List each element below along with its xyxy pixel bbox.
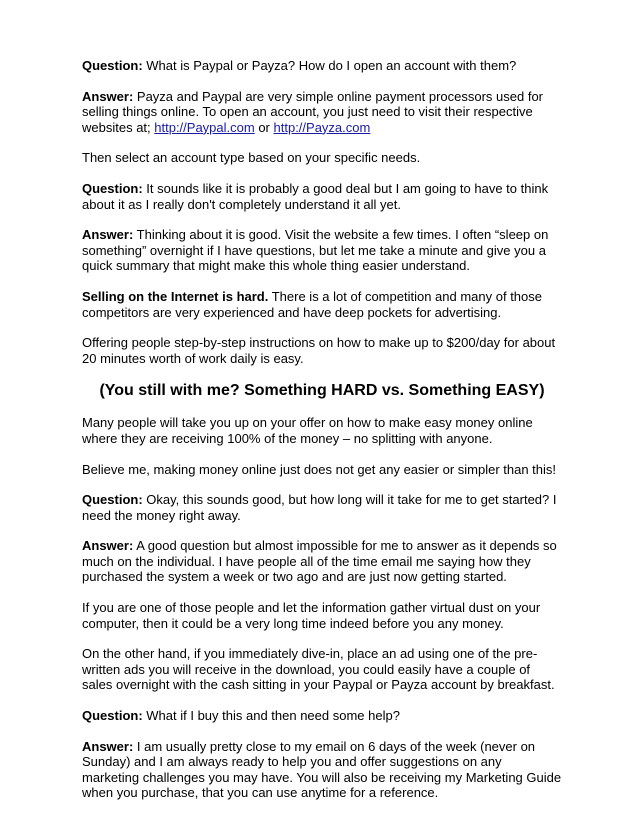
payza-link[interactable]: http://Payza.com: [273, 119, 371, 135]
paragraph-offering: [82, 335, 562, 366]
paragraph-answer-help: [82, 739, 562, 801]
emphasis-label: Selling on the Internet is hard.: [82, 288, 269, 304]
paragraph-text: Many people will take you up on your offer on how to make easy money online where they are receiving 100% of the money – no splitting with anyone.: [82, 415, 533, 446]
paragraph-dive-in: [82, 646, 562, 693]
paragraph-text: If you are one of those people and let the information gather virtual dust on your computer, then it could be a very long time indeed before you any money.: [82, 600, 541, 631]
answer-label: Answer:: [82, 88, 134, 104]
paragraph-answer-think: [82, 227, 562, 274]
paragraph-text: Then select an account type based on your specific needs.: [82, 150, 421, 166]
paragraph-question-paypal: [82, 58, 562, 74]
paragraph-question-think: [82, 181, 562, 212]
paragraph-selling-hard: [82, 289, 562, 320]
paragraph-text: Believe me, making money online just does not get any easier or simpler than this!: [82, 461, 557, 477]
paragraph-account-type: [82, 150, 562, 166]
question-label: Question:: [82, 708, 143, 724]
answer-label: Answer:: [82, 227, 134, 243]
paragraph-text: Thinking about it is good. Visit the website a few times. I often “sleep on something” overnight if I have questions, but let me take a minute and give you a quick summary that might make this whole thing easier understand.: [82, 227, 549, 274]
answer-label: Answer:: [82, 538, 134, 554]
paragraph-answer-start: [82, 538, 562, 585]
paragraph-answer-paypal: [82, 89, 562, 136]
paragraph-text: Payza and Paypal are very simple online payment processors used for selling things online. To open an account, you just need to visit their respective websites at;: [82, 88, 544, 135]
paragraph-text: Okay, this sounds good, but how long will it take for me to get started? I need the money right away.: [82, 492, 557, 523]
question-label: Question:: [82, 180, 143, 196]
paypal-link[interactable]: http://Paypal.com: [154, 119, 255, 135]
paragraph-text: Offering people step-by-step instructions on how to make up to $200/day for about 20 minutes worth of work daily is easy.: [82, 335, 556, 366]
question-label: Question:: [82, 58, 143, 73]
section-heading: (You still with me? Something HARD vs. Something EASY): [99, 382, 545, 400]
paragraph-text: or: [254, 119, 274, 135]
paragraph-text: It sounds like it is probably a good deal but I am going to have to think about it as I really don't completely understand it all yet.: [82, 180, 549, 212]
paragraph-text: On the other hand, if you immediately dive-in, place an ad using one of the pre-written ads you will receive in the download, you could easily have a couple of sales overnight with the cash sitting in your Paypal or Payza account by breakfast.: [82, 646, 555, 693]
paragraph-question-start: [82, 492, 562, 523]
paragraph-text: There is a lot of competition and many of those competitors are very experienced and have deep pockets for advertising.: [82, 288, 542, 320]
paragraph-believe-me: [82, 462, 562, 478]
question-label: Question:: [82, 492, 143, 508]
paragraph-many-people: [82, 415, 562, 446]
document-page: [82, 58, 562, 816]
paragraph-text: I am usually pretty close to my email on 6 days of the week (never on Sunday) and I am always ready to help you and offer suggestions on any marketing challenges you may have. You will also be receiving my Marketing Guide when you purchase, that you can use anytime for a reference.: [82, 738, 562, 801]
paragraph-text: What is Paypal or Payza? How do I open an account with them?: [142, 58, 517, 73]
paragraph-text: What if I buy this and then need some help?: [142, 708, 400, 724]
paragraph-virtual-dust: [82, 600, 562, 631]
paragraph-question-help: [82, 708, 562, 724]
paragraph-text: A good question but almost impossible for me to answer as it depends so much on the individual. I have people all of the time email me saying how they purchased the system a week or two ago and are just now getting started.: [82, 538, 557, 585]
answer-label: Answer:: [82, 738, 134, 754]
